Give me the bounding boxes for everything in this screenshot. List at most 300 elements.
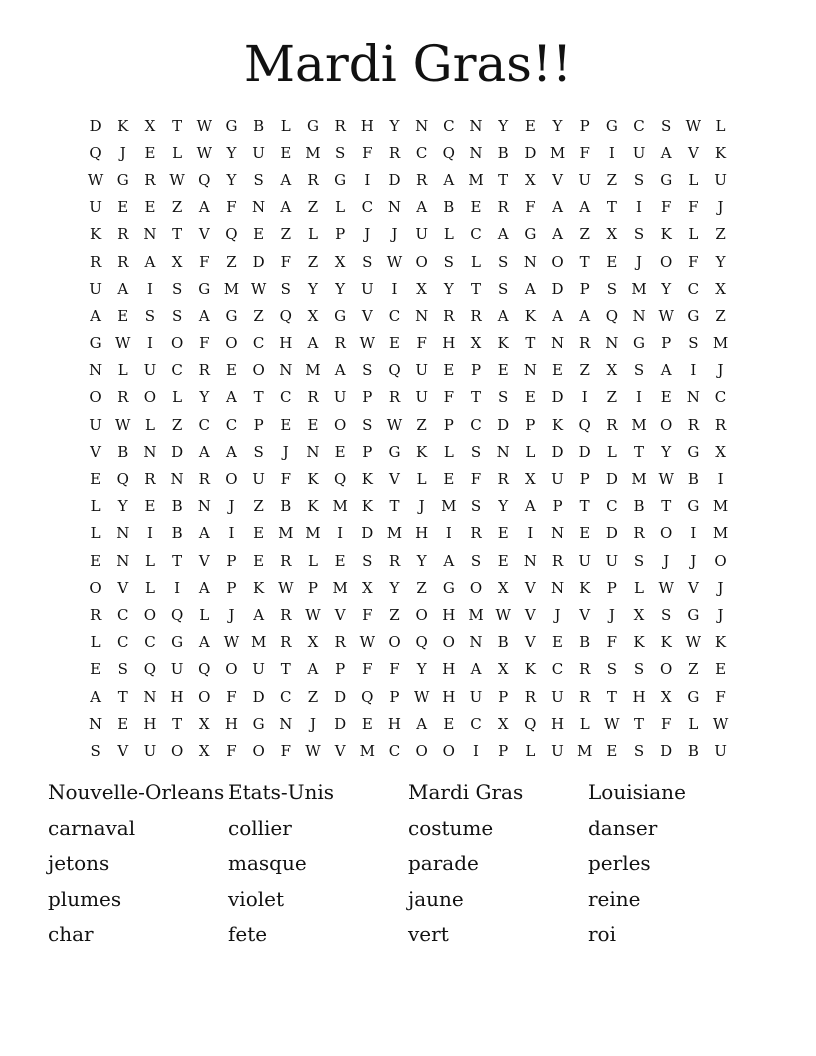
grid-row bbox=[82, 248, 734, 275]
grid-letter: C bbox=[225, 415, 238, 434]
grid-letter: T bbox=[634, 442, 645, 461]
grid-letter: X bbox=[307, 633, 319, 652]
grid-letter: W bbox=[196, 116, 212, 135]
grid-letter: A bbox=[198, 524, 210, 543]
grid-row bbox=[82, 194, 734, 221]
grid-letter: E bbox=[117, 714, 129, 733]
grid-letter: J bbox=[418, 497, 425, 516]
grid-letter: M bbox=[631, 470, 647, 489]
grid-letter: R bbox=[497, 470, 509, 489]
grid-letter: K bbox=[117, 116, 129, 135]
grid-letter: Z bbox=[389, 605, 400, 624]
grid-letter: H bbox=[442, 687, 456, 706]
grid-letter: X bbox=[715, 442, 726, 461]
grid-row bbox=[82, 520, 734, 547]
grid-letter: F bbox=[470, 470, 482, 489]
grid-letter: O bbox=[143, 388, 157, 407]
grid-letter: E bbox=[552, 361, 563, 380]
grid-letter: E bbox=[443, 470, 455, 489]
grid-letter: S bbox=[633, 741, 645, 760]
grid-letter: D bbox=[334, 687, 347, 706]
grid-letter: X bbox=[715, 279, 726, 298]
grid-letter: M bbox=[223, 279, 240, 298]
grid-letter: U bbox=[252, 470, 265, 489]
grid-letter: U bbox=[170, 660, 184, 679]
grid-letter: Y bbox=[416, 660, 427, 679]
grid-letter: P bbox=[579, 470, 590, 489]
grid-row bbox=[82, 683, 734, 710]
grid-letter: W bbox=[712, 714, 729, 733]
grid-letter: J bbox=[554, 605, 561, 624]
grid-letter: S bbox=[498, 252, 509, 271]
grid-letter: R bbox=[144, 170, 156, 189]
grid-letter: F bbox=[280, 252, 291, 271]
grid-letter: P bbox=[498, 687, 509, 706]
grid-row bbox=[82, 139, 734, 166]
grid-letter: Z bbox=[715, 306, 726, 325]
grid-letter: C bbox=[280, 687, 292, 706]
grid-letter: O bbox=[415, 605, 428, 624]
grid-letter: G bbox=[198, 279, 211, 298]
grid-letter: R bbox=[144, 470, 156, 489]
grid-letter: E bbox=[144, 497, 156, 516]
grid-letter: L bbox=[443, 442, 454, 461]
grid-row bbox=[82, 493, 734, 520]
grid-letter: K bbox=[660, 633, 672, 652]
grid-letter: C bbox=[606, 497, 618, 516]
grid-row bbox=[82, 656, 734, 683]
grid-letter: S bbox=[362, 415, 373, 434]
grid-letter: U bbox=[469, 687, 483, 706]
grid-letter: A bbox=[90, 306, 101, 325]
grid-letter: C bbox=[388, 306, 401, 325]
grid-letter: P bbox=[226, 551, 237, 570]
grid-letter: E bbox=[660, 388, 672, 407]
grid-letter: G bbox=[334, 306, 347, 325]
grid-letter: O bbox=[442, 741, 455, 760]
grid-row bbox=[82, 357, 734, 384]
grid-letter: B bbox=[579, 633, 591, 652]
grid-letter: R bbox=[334, 633, 346, 652]
grid-letter: U bbox=[551, 687, 564, 706]
grid-letter: R bbox=[606, 415, 618, 434]
grid-letter: Q bbox=[143, 660, 157, 679]
grid-letter: A bbox=[497, 225, 509, 244]
grid-letter: T bbox=[172, 116, 183, 135]
grid-letter: H bbox=[387, 714, 402, 733]
grid-letter: Z bbox=[307, 687, 319, 706]
grid-letter: R bbox=[579, 687, 591, 706]
grid-letter: B bbox=[497, 633, 509, 652]
grid-letter: G bbox=[442, 578, 455, 597]
grid-letter: N bbox=[632, 306, 646, 325]
grid-letter: U bbox=[415, 388, 428, 407]
grid-letter: R bbox=[579, 334, 591, 353]
grid-letter: A bbox=[307, 334, 319, 353]
grid-letter: Z bbox=[606, 170, 618, 189]
grid-letter: Z bbox=[253, 306, 264, 325]
grid-letter: I bbox=[337, 524, 344, 543]
grid-letter: C bbox=[443, 116, 455, 135]
grid-letter: L bbox=[90, 497, 101, 516]
grid-letter: F bbox=[226, 198, 237, 217]
grid-letter: F bbox=[660, 198, 672, 217]
grid-letter: O bbox=[252, 741, 265, 760]
grid-letter: D bbox=[605, 524, 618, 543]
grid-letter: T bbox=[498, 170, 509, 189]
grid-letter: R bbox=[714, 415, 727, 434]
grid-letter: A bbox=[117, 279, 129, 298]
grid-letter: W bbox=[685, 116, 702, 135]
grid-letter: H bbox=[442, 660, 456, 679]
grid-letter: B bbox=[117, 442, 129, 461]
grid-letter: I bbox=[581, 388, 588, 407]
grid-letter: Z bbox=[579, 225, 590, 244]
grid-letter: W bbox=[250, 279, 267, 298]
grid-letter: J bbox=[636, 252, 643, 271]
grid-letter: S bbox=[253, 442, 264, 461]
grid-letter: O bbox=[198, 687, 211, 706]
grid-letter: P bbox=[470, 361, 482, 380]
grid-letter: L bbox=[525, 442, 536, 461]
grid-letter: A bbox=[660, 361, 672, 380]
grid-letter: S bbox=[443, 252, 454, 271]
grid-letter: M bbox=[712, 334, 729, 353]
grid-row bbox=[82, 737, 734, 764]
grid-letter: C bbox=[144, 633, 156, 652]
grid-letter: K bbox=[361, 470, 373, 489]
grid-letter: X bbox=[606, 361, 618, 380]
grid-letter: E bbox=[606, 741, 618, 760]
grid-letter: D bbox=[388, 170, 401, 189]
grid-letter: R bbox=[443, 306, 455, 325]
grid-letter: L bbox=[144, 415, 155, 434]
word-list-item: collier bbox=[228, 815, 292, 840]
grid-letter: U bbox=[415, 361, 428, 380]
grid-letter: T bbox=[172, 225, 183, 244]
grid-letter: L bbox=[416, 470, 427, 489]
grid-letter: N bbox=[252, 198, 266, 217]
grid-letter: O bbox=[89, 388, 102, 407]
grid-letter: V bbox=[687, 578, 699, 597]
grid-letter: J bbox=[309, 714, 316, 733]
grid-letter: A bbox=[280, 198, 292, 217]
grid-letter: S bbox=[362, 361, 373, 380]
grid-letter: Y bbox=[226, 170, 237, 189]
grid-letter: T bbox=[172, 551, 183, 570]
grid-letter: J bbox=[717, 605, 724, 624]
grid-letter: D bbox=[252, 687, 265, 706]
grid-letter: V bbox=[90, 442, 101, 461]
grid-letter: Y bbox=[335, 279, 346, 298]
word-search-grid bbox=[82, 112, 734, 765]
grid-row bbox=[82, 330, 734, 357]
grid-letter: R bbox=[388, 143, 401, 162]
grid-letter: L bbox=[688, 225, 699, 244]
grid-letter: I bbox=[717, 470, 724, 489]
grid-letter: E bbox=[334, 551, 346, 570]
grid-letter: U bbox=[551, 470, 564, 489]
grid-letter: X bbox=[198, 714, 210, 733]
grid-letter: G bbox=[171, 633, 184, 652]
grid-letter: K bbox=[307, 497, 319, 516]
grid-letter: A bbox=[280, 170, 292, 189]
grid-letter: P bbox=[335, 660, 346, 679]
grid-letter: E bbox=[524, 388, 536, 407]
grid-letter: X bbox=[497, 714, 509, 733]
grid-letter: F bbox=[688, 198, 699, 217]
grid-letter: N bbox=[279, 714, 293, 733]
grid-letter: B bbox=[280, 497, 292, 516]
grid-letter: H bbox=[170, 687, 184, 706]
grid-letter: P bbox=[579, 279, 590, 298]
grid-letter: L bbox=[335, 198, 346, 217]
grid-letter: M bbox=[305, 361, 321, 380]
grid-letter: E bbox=[524, 116, 536, 135]
grid-letter: U bbox=[333, 388, 347, 407]
grid-letter: I bbox=[364, 170, 371, 189]
grid-letter: C bbox=[388, 741, 401, 760]
grid-letter: C bbox=[470, 415, 482, 434]
grid-letter: J bbox=[690, 551, 697, 570]
grid-letter: K bbox=[307, 470, 319, 489]
grid-letter: I bbox=[636, 198, 642, 217]
grid-letter: F bbox=[226, 741, 237, 760]
grid-letter: Q bbox=[170, 605, 184, 624]
grid-letter: Y bbox=[416, 551, 427, 570]
grid-letter: I bbox=[473, 741, 479, 760]
grid-letter: K bbox=[524, 306, 536, 325]
grid-letter: F bbox=[416, 334, 427, 353]
grid-letter: X bbox=[497, 660, 509, 679]
grid-letter: Q bbox=[198, 660, 211, 679]
grid-letter: C bbox=[171, 361, 183, 380]
grid-letter: A bbox=[552, 306, 563, 325]
grid-letter: N bbox=[143, 442, 157, 461]
grid-letter: C bbox=[470, 225, 482, 244]
grid-letter: N bbox=[469, 116, 483, 135]
grid-letter: I bbox=[228, 524, 235, 543]
grid-letter: Z bbox=[606, 388, 618, 407]
grid-letter: K bbox=[497, 334, 509, 353]
word-list-item: Nouvelle-Orleans bbox=[48, 780, 225, 804]
grid-letter: S bbox=[498, 388, 509, 407]
grid-letter: U bbox=[632, 143, 646, 162]
grid-letter: N bbox=[197, 497, 211, 516]
grid-letter: K bbox=[89, 225, 102, 244]
grid-letter: X bbox=[198, 741, 210, 760]
grid-letter: E bbox=[253, 524, 265, 543]
grid-letter: P bbox=[443, 415, 454, 434]
grid-letter: T bbox=[606, 198, 617, 217]
grid-letter: R bbox=[497, 198, 509, 217]
grid-letter: A bbox=[416, 198, 428, 217]
grid-letter: C bbox=[361, 198, 374, 217]
grid-letter: V bbox=[198, 225, 210, 244]
grid-letter: G bbox=[225, 116, 238, 135]
grid-letter: S bbox=[633, 170, 645, 189]
grid-row bbox=[82, 384, 734, 411]
grid-row bbox=[82, 438, 734, 465]
grid-letter: O bbox=[469, 578, 483, 597]
grid-letter: F bbox=[443, 388, 455, 407]
grid-letter: E bbox=[334, 442, 346, 461]
grid-letter: U bbox=[143, 741, 157, 760]
grid-letter: B bbox=[633, 497, 645, 516]
grid-letter: L bbox=[443, 225, 454, 244]
grid-letter: K bbox=[416, 442, 428, 461]
word-list-item: Etats-Unis bbox=[228, 780, 335, 804]
grid-letter: U bbox=[143, 361, 157, 380]
grid-letter: N bbox=[306, 442, 320, 461]
grid-letter: U bbox=[252, 143, 265, 162]
grid-letter: O bbox=[714, 551, 727, 570]
grid-letter: Q bbox=[388, 361, 401, 380]
grid-letter: W bbox=[359, 633, 376, 652]
grid-letter: R bbox=[89, 605, 102, 624]
grid-letter: G bbox=[116, 170, 129, 189]
grid-letter: C bbox=[633, 116, 645, 135]
grid-letter: C bbox=[415, 143, 428, 162]
grid-letter: Q bbox=[225, 225, 238, 244]
grid-letter: K bbox=[633, 633, 645, 652]
grid-letter: I bbox=[608, 143, 615, 162]
grid-letter: O bbox=[225, 660, 238, 679]
grid-row bbox=[82, 275, 734, 302]
grid-letter: D bbox=[497, 415, 510, 434]
grid-letter: W bbox=[658, 306, 674, 325]
grid-letter: V bbox=[579, 605, 591, 624]
grid-letter: Y bbox=[389, 116, 400, 135]
grid-letter: H bbox=[632, 687, 646, 706]
grid-letter: R bbox=[524, 687, 536, 706]
grid-letter: N bbox=[550, 578, 565, 597]
grid-letter: F bbox=[688, 252, 699, 271]
word-list-item: plumes bbox=[48, 886, 122, 911]
grid-letter: F bbox=[362, 660, 373, 679]
grid-letter: I bbox=[146, 334, 153, 353]
grid-row bbox=[82, 629, 734, 656]
grid-letter: F bbox=[715, 687, 726, 706]
grid-letter: Z bbox=[307, 198, 319, 217]
grid-letter: S bbox=[498, 279, 509, 298]
grid-letter: I bbox=[445, 524, 452, 543]
grid-letter: Y bbox=[389, 578, 400, 597]
grid-letter: N bbox=[170, 470, 184, 489]
grid-letter: M bbox=[332, 578, 348, 597]
grid-letter: R bbox=[280, 551, 292, 570]
grid-letter: N bbox=[279, 361, 293, 380]
grid-letter: C bbox=[714, 388, 727, 407]
grid-letter: S bbox=[90, 741, 101, 760]
grid-letter: Z bbox=[416, 578, 427, 597]
word-list-item: Louisiane bbox=[588, 780, 686, 804]
grid-row bbox=[82, 465, 734, 492]
grid-letter: D bbox=[89, 116, 102, 135]
grid-letter: D bbox=[361, 524, 374, 543]
grid-letter: R bbox=[687, 415, 700, 434]
grid-letter: A bbox=[226, 442, 237, 461]
grid-letter: J bbox=[228, 497, 235, 516]
grid-letter: T bbox=[579, 252, 590, 271]
grid-letter: Q bbox=[116, 470, 129, 489]
grid-letter: S bbox=[470, 497, 482, 516]
grid-letter: I bbox=[146, 279, 153, 298]
word-list bbox=[48, 776, 768, 954]
grid-letter: F bbox=[226, 687, 237, 706]
grid-letter: H bbox=[279, 334, 293, 353]
word-list-item: jaune bbox=[408, 886, 464, 911]
grid-letter: Y bbox=[443, 279, 454, 298]
grid-letter: T bbox=[280, 660, 291, 679]
grid-letter: U bbox=[415, 225, 428, 244]
grid-letter: T bbox=[606, 687, 617, 706]
grid-letter: Z bbox=[226, 252, 237, 271]
grid-letter: P bbox=[362, 388, 373, 407]
grid-letter: R bbox=[551, 551, 564, 570]
grid-letter: O bbox=[442, 633, 455, 652]
grid-letter: T bbox=[253, 388, 264, 407]
grid-letter: N bbox=[523, 551, 537, 570]
grid-letter: T bbox=[579, 497, 590, 516]
grid-letter: Y bbox=[552, 116, 563, 135]
grid-letter: M bbox=[577, 741, 593, 760]
grid-letter: P bbox=[389, 687, 400, 706]
grid-letter: R bbox=[280, 633, 292, 652]
grid-letter: V bbox=[524, 633, 536, 652]
grid-letter: S bbox=[633, 361, 645, 380]
grid-letter: A bbox=[443, 170, 455, 189]
grid-letter: B bbox=[253, 116, 265, 135]
grid-letter: R bbox=[416, 170, 428, 189]
grid-letter: N bbox=[686, 388, 700, 407]
grid-letter: Y bbox=[715, 252, 726, 271]
grid-letter: Q bbox=[279, 306, 292, 325]
grid-letter: L bbox=[199, 605, 210, 624]
grid-letter: X bbox=[416, 279, 427, 298]
grid-letter: M bbox=[305, 524, 321, 543]
grid-letter: Q bbox=[333, 470, 347, 489]
grid-letter: T bbox=[470, 388, 481, 407]
grid-letter: N bbox=[415, 116, 429, 135]
grid-letter: D bbox=[551, 279, 564, 298]
grid-letter: E bbox=[497, 551, 509, 570]
grid-letter: D bbox=[578, 442, 591, 461]
grid-letter: Z bbox=[579, 361, 590, 380]
grid-letter: L bbox=[90, 633, 101, 652]
grid-letter: U bbox=[578, 170, 591, 189]
grid-letter: E bbox=[497, 361, 509, 380]
grid-letter: B bbox=[497, 143, 509, 162]
grid-letter: V bbox=[334, 741, 346, 760]
grid-letter: J bbox=[364, 225, 371, 244]
grid-letter: E bbox=[253, 225, 265, 244]
grid-letter: L bbox=[688, 170, 699, 189]
grid-letter: P bbox=[307, 578, 318, 597]
grid-letter: Y bbox=[226, 143, 237, 162]
grid-letter: N bbox=[469, 633, 483, 652]
grid-letter: L bbox=[280, 116, 291, 135]
grid-letter: K bbox=[660, 225, 672, 244]
grid-row bbox=[82, 547, 734, 574]
grid-letter: V bbox=[552, 170, 563, 189]
grid-letter: E bbox=[225, 361, 237, 380]
grid-letter: R bbox=[198, 361, 210, 380]
word-list-item: danser bbox=[588, 815, 658, 840]
grid-letter: A bbox=[552, 225, 563, 244]
grid-letter: O bbox=[660, 415, 673, 434]
grid-letter: O bbox=[143, 605, 157, 624]
